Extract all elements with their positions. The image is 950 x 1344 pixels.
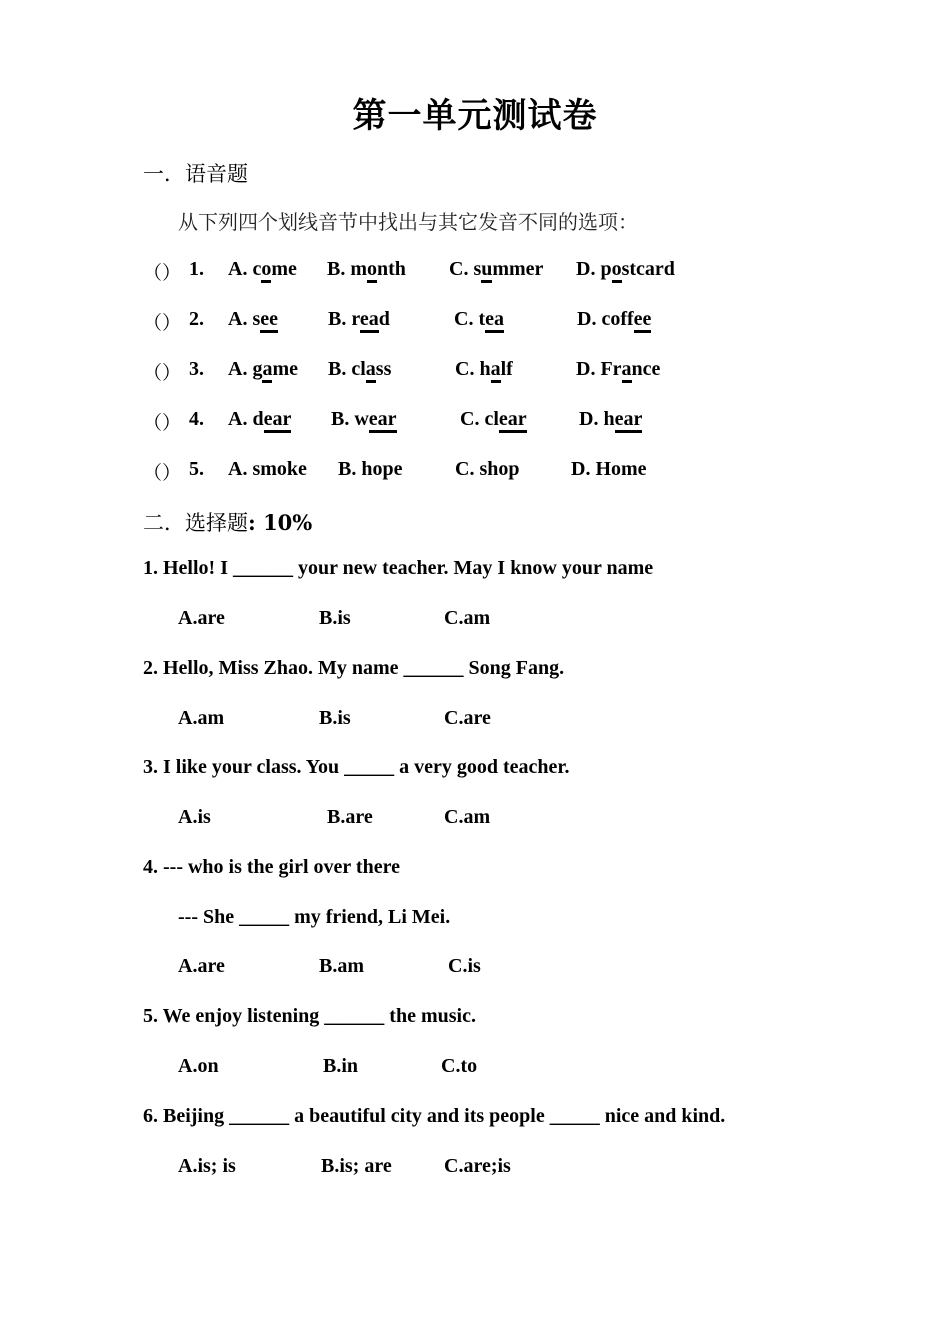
option-b: B. wear [331, 408, 397, 431]
question-2-text: 2. Hello, Miss Zhao. My name ______ Song Fang. [143, 657, 565, 679]
underlined-sound: ea [485, 308, 504, 333]
option-a: A.am [178, 707, 225, 729]
question-number: 3. [189, 358, 204, 380]
underlined-sound: o [612, 258, 622, 283]
option-c: C. summer [449, 258, 543, 281]
option-b: B.are [327, 806, 373, 828]
underlined-sound: ear [264, 408, 292, 433]
option-d: D. Home [571, 458, 647, 480]
option-c: C.are [444, 707, 491, 729]
option-c: C.am [444, 806, 491, 828]
option-c: C. tea [454, 308, 504, 331]
option-c: C. half [455, 358, 513, 381]
option-b: B.is [319, 607, 351, 629]
option-b: B. month [327, 258, 406, 281]
question-1-text: 1. Hello! I ______ your new teacher. May I know your name [143, 557, 654, 579]
option-a: A.are [178, 955, 225, 977]
underlined-sound: a [262, 358, 272, 383]
option-b: B.is [319, 707, 351, 729]
option-a: A. come [228, 258, 297, 281]
section-2-score: : 10% [248, 510, 313, 535]
option-c: C.are;is [444, 1155, 511, 1177]
answer-blank[interactable]: （） [143, 313, 182, 334]
question-4-text: 4. --- who is the girl over there [143, 856, 400, 878]
underlined-sound: ee [260, 308, 278, 333]
option-d: D. coffee [577, 308, 651, 331]
section-1-instruction: 从下列四个划线音节中找出与其它发音不同的选项： [178, 210, 638, 234]
answer-blank[interactable]: （） [143, 463, 182, 484]
option-a: A.are [178, 607, 225, 629]
option-c: C.is [448, 955, 481, 977]
underlined-sound: u [481, 258, 492, 283]
option-b: B. read [328, 308, 390, 331]
question-3-text: 3. I like your class. You _____ a very good teacher. [143, 756, 570, 778]
underlined-sound: ear [499, 408, 527, 433]
question-number: 2. [189, 308, 204, 330]
option-d: D. France [576, 358, 660, 381]
answer-blank[interactable]: （） [143, 263, 182, 284]
question-number: 4. [189, 408, 204, 430]
question-6-text: 6. Beijing ______ a beautiful city and its people _____ nice and kind. [143, 1105, 726, 1127]
option-b: B.am [319, 955, 364, 977]
underlined-sound: a [491, 358, 501, 383]
section-2-title: 二．选择题 [143, 511, 248, 535]
option-a: A.on [178, 1055, 219, 1077]
underlined-sound: a [622, 358, 632, 383]
underlined-sound: a [366, 358, 376, 383]
option-b: B. class [328, 358, 391, 381]
answer-blank[interactable]: （） [143, 413, 182, 434]
option-a: A. smoke [228, 458, 307, 480]
option-a: A. game [228, 358, 298, 381]
underlined-sound: ear [369, 408, 397, 433]
option-b: B.is; are [321, 1155, 392, 1177]
option-c: C.am [444, 607, 491, 629]
answer-blank[interactable]: （） [143, 363, 182, 384]
underlined-sound: o [261, 258, 271, 283]
option-b: B. hope [338, 458, 403, 480]
underlined-sound: o [367, 258, 377, 283]
section-2-heading [143, 507, 312, 537]
underlined-sound: ea [360, 308, 379, 333]
option-c: C. clear [460, 408, 527, 431]
option-d: D. postcard [576, 258, 675, 281]
question-5-text: 5. We enjoy listening ______ the music. [143, 1005, 476, 1027]
option-a: A.is [178, 806, 211, 828]
option-d: D. hear [579, 408, 642, 431]
question-number: 1. [189, 258, 204, 280]
underlined-sound: ear [615, 408, 643, 433]
question-number: 5. [189, 458, 204, 480]
option-c: C. shop [455, 458, 520, 480]
option-a: A.is; is [178, 1155, 236, 1177]
page-title: 第一单元测试卷 [352, 96, 598, 136]
option-a: A. see [228, 308, 278, 331]
option-b: B.in [323, 1055, 359, 1077]
question-4-line-2: --- She _____ my friend, Li Mei. [178, 906, 451, 928]
underlined-sound: ee [634, 308, 652, 333]
option-c: C.to [441, 1055, 478, 1077]
section-1-heading: 一．语音题 [143, 162, 248, 186]
option-a: A. dear [228, 408, 291, 431]
